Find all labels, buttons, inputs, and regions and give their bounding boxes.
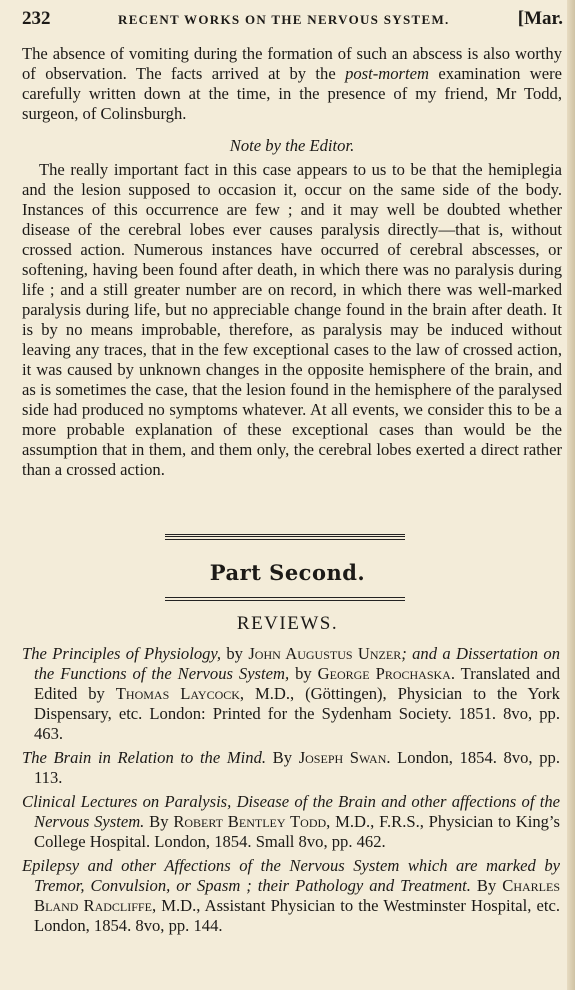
running-title: RECENT WORKS ON THE NERVOUS SYSTEM. xyxy=(118,12,450,27)
review-entry: Clinical Lectures on Paralysis, Disease of the Brain and other affections of the Nervous System. By Robert Bentley Todd, M.D., F.R.S., Physician to King’s College Hospital. London, 1854. Small 8vo, pp. 462. xyxy=(22,792,560,851)
reviews-list xyxy=(22,644,560,940)
header-month: [Mar. xyxy=(517,8,563,29)
page-edge xyxy=(567,0,575,990)
review-entry: The Brain in Relation to the Mind. By Joseph Swan. London, 1854. 8vo, pp. 113. xyxy=(22,748,560,787)
page-number: 232 xyxy=(22,8,51,29)
note-paragraph: The really important fact in this case appears to us to be that the hemiplegia and the lesion supposed to occasion it, occur on the same side of the body. Instances of this occurrence are few ; and it may well be doubted whether disease of the cerebral lobes ever causes paralysis directly—that is, without crossed action. Numerous instances have occurred of cerebral abscesses, or softening, having been found after death, in which there was no paralysis during life ; and a still greater number are on record, in which there was well-marked paralysis during life, but no appreciable change found in the brain after death. It is by no means improbable, therefore, as paralysis may be induced without leaving any traces, that in the few exceptional cases to the law of crossed action, it was caused by unknown changes in the opposite hemisphere of the brain, and as is sometimes the case, that the lesion found in the hemisphere of the paralysed side had produced no symptoms whatever. At all events, we consider this to be a more probable explanation of these exceptional cases than would be the assumption that in them, and them only, the cerebral lobes exerted a direct rather than a crossed action. xyxy=(22,160,562,479)
main-text xyxy=(22,44,562,480)
part-heading: Part Second. xyxy=(209,560,366,585)
reviews-heading: REVIEWS. xyxy=(236,613,339,634)
running-header xyxy=(22,4,567,32)
heading-rule xyxy=(165,597,405,601)
review-entry: Epilepsy and other Affections of the Nervous System which are marked by Tremor, Convulsion, or Spasm ; their Pathology and Treatment. By Charles Bland Radcliffe, M.D., Assistant Physician to the Westminster Hospital, etc. London, 1854. 8vo, pp. 144. xyxy=(22,856,560,935)
case-paragraph: The absence of vomiting during the formation of such an abscess is also worthy of observation. The facts arrived at by the post-mortem examination were carefully written down at the time, in the presence of my friend, Mr Todd, surgeon, of Colinsburgh. xyxy=(22,44,562,123)
note-title: Note by the Editor. xyxy=(229,136,355,155)
section-divider xyxy=(165,534,405,540)
review-entry: The Principles of Physiology, by John Augustus Unzer; and a Dissertation on the Functions of the Nervous System, by George Prochaska. Translated and Edited by Thomas Laycock, M.D., (Göttingen), Physician to the York Dispensary, etc. London: Printed for the Sydenham Society. 1851. 8vo, pp. 463. xyxy=(22,644,561,743)
